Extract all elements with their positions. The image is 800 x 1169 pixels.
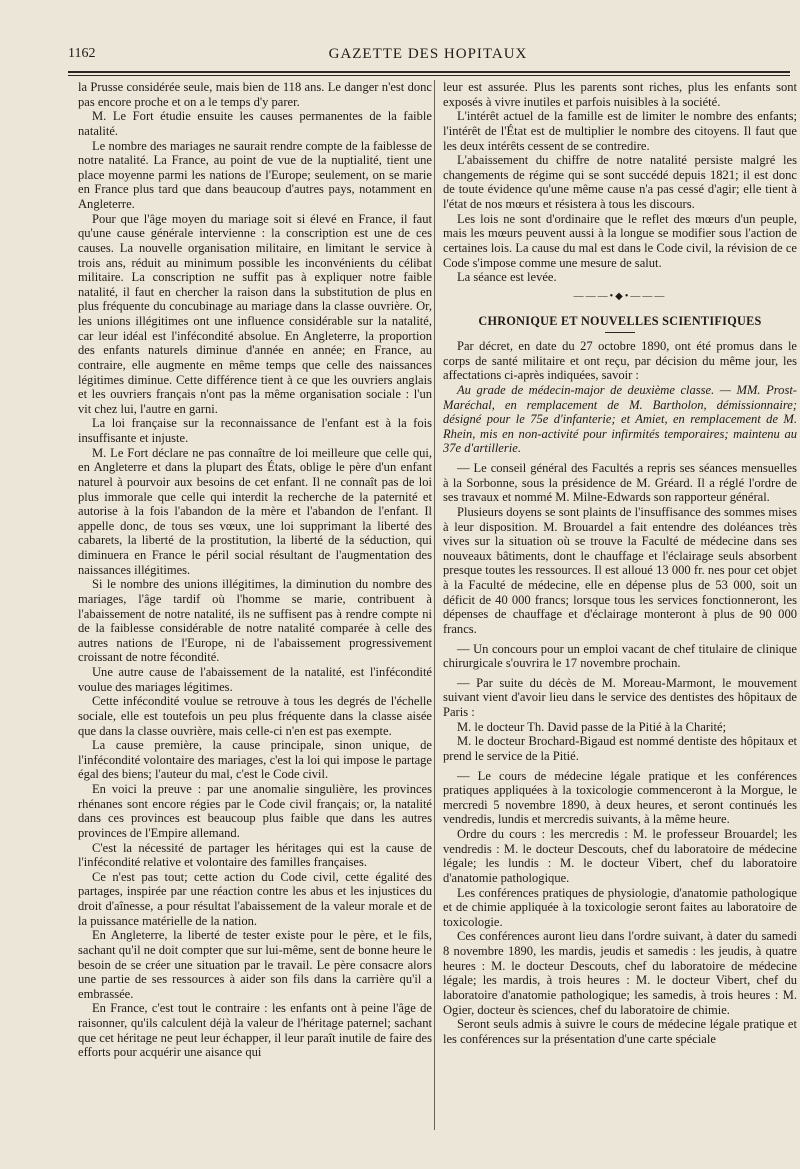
paragraph: Ordre du cours : les mercredis : M. le professeur Brouardel; les vendredis : M. le docteur Descouts, chef du laboratoire de médecine légale; les lundis : M. le docteur Vibert, chef du laboratoire d'anatomie pathologique. bbox=[443, 827, 797, 885]
paragraph: Cette infécondité voulue se retrouve à tous les degrés de l'échelle sociale, elle est toutefois un peu plus fréquente dans la classe aisée que dans la classe ouvrière, mais celle-ci n'en est pas exempte. bbox=[78, 694, 432, 738]
paragraph: Les conférences pratiques de physiologie, d'anatomie pathologique et de chimie appliquée à la toxicologie seront faites au laboratoire de toxicologie. bbox=[443, 885, 797, 929]
paragraph: Les lois ne sont d'ordinaire que le reflet des mœurs d'un peuple, mais les mœurs peuvent aussi à la longue se modifier sous l'action de certaines lois. La cause du mal est dans le Code civil, la révision de ce Code s'impose comme une mesure de salut. bbox=[443, 211, 797, 270]
paragraph: Pour que l'âge moyen du mariage soit si élevé en France, il faut qu'une cause générale intervienne : la conscription est une de ces causes. La nouvelle organisation militaire, en limitant le service à trois ans, réduit au minimum possible les inconvénients du célibat militaire. La conscription ne suffit pas à expliquer notre faible natalité, il faut en chercher la raison dans la substitution de plus en plus fréquente du concubinage au mariage dans la classe ouvrière. Or, les unions illégitimes ont une influence considérable sur la natalité, car leur idéal est l'infécondité absolue. En Angleterre, la proportion des enfants naturels diminue d'année en année; en France, au contraire, elle augmente en même temps que celle des naissances légitimes diminue. Cette différence tient à ce que les ouvriers anglais et les ouvriers français n'ont pas la même organisation sociale : l'un vit chez lui, l'autre en garni. bbox=[78, 211, 432, 416]
column-divider bbox=[434, 80, 435, 1130]
paragraph: M. le docteur Th. David passe de la Pitié à la Charité; bbox=[457, 719, 727, 734]
paragraph: Ces conférences auront lieu dans l'ordre suivant, à dater du samedi 8 novembre 1890, les mardis, jeudis et samedis : les jeudis, à quatre heures : M. le docteur Descouts, chef du laboratoire de médecine légale; les mardis, à trois heures : M. le docteur Vibert, chef du laboratoire d'anatomie pathologique; les samedis, à trois heures : M. Ogier, docteur ès sciences, chef du laboratoire de chimie. bbox=[443, 929, 797, 1017]
page-header bbox=[68, 44, 788, 66]
title-underline bbox=[605, 332, 635, 333]
paragraph: Au grade de médecin-major de deuxième classe. — MM. Prost-Maréchal, en remplacement de M. Bartholon, démissionnaire; désigné pour le 75e d'infanterie; et Amiet, en remplacement de M. Rhein, mis en non-activité pour infirmités temporaires; maintenu au 37e d'artillerie. bbox=[443, 382, 797, 456]
paragraph: En Angleterre, la liberté de tester existe pour le père, et le fils, sachant qu'il ne doit compter que sur lui-même, sent de bonne heure le besoin de se créer une situation par le travail. Le père consacre alors une partie de ses ressources à aider son fils dans la carrière qu'il a embrassée. bbox=[78, 928, 432, 1001]
page-number: 1162 bbox=[68, 46, 96, 61]
paragraph: — Par suite du décès de M. Moreau-Marmont, le mouvement suivant vient d'avoir lieu dans le service des dentistes des hôpitaux de Paris : bbox=[443, 675, 797, 719]
paragraph: M. le docteur Brochard-Bigaud est nommé dentiste des hôpitaux et prend le service de la Pitié. bbox=[443, 734, 797, 763]
paragraph: Ce n'est pas tout; cette action du Code civil, cette égalité des partages, inspirée par une réaction contre les abus et les injustices du droit d'aînesse, a pour résultat l'abaissement de la valeur morale et de la puissance matérielle de la nation. bbox=[78, 869, 432, 928]
paragraph: L'abaissement du chiffre de notre natalité persiste malgré les changements de régime qui se sont succédé depuis 1821; il est donc de toute évidence qu'une même cause n'a pas cessé d'agir; elle tient à l'état de nos mœurs et résistera à tous les discours. bbox=[443, 153, 797, 211]
paragraph: — Le cours de médecine légale pratique et les conférences pratiques appliquées à la toxicologie commenceront à la Morgue, le mercredi 5 novembre 1890, à deux heures, et seront continués les vendredis, lundis et mercredis suivants, à la même heure. bbox=[443, 768, 797, 827]
paragraph: M. Le Fort étudie ensuite les causes permanentes de la faible natalité. bbox=[78, 109, 432, 138]
paragraph: — Un concours pour un emploi vacant de chef titulaire de clinique chirurgicale s'ouvrira le 17 novembre prochain. bbox=[443, 641, 797, 671]
running-title: GAZETTE DES HOPITAUX bbox=[328, 46, 528, 62]
paragraph: C'est la nécessité de partager les héritages qui est la cause de l'infécondité relative et volontaire des familles françaises. bbox=[78, 840, 432, 870]
paragraph: Seront seuls admis à suivre le cours de médecine légale pratique et les conférences sur la présentation d'une carte spéciale bbox=[443, 1017, 797, 1046]
paragraph: La loi française sur la reconnaissance de l'enfant est à la fois insuffisante et injuste. bbox=[78, 416, 432, 445]
paragraph: M. Le Fort déclare ne pas connaître de loi meilleure que celle qui, en Angleterre et dans la plupart des États, oblige le père d'un enfant naturel à pourvoir aux besoins de cet enfant. Il ne connaît pas de loi plus immorale que celle qui interdit la recherche de la paternité et autorise à la fois l'abandon de la mère et l'abandon de l'enfant. Il appelle donc, de tous ses vœux, une loi supprimant la liberté des cabarets, la liberté de la prostitution, la liberté de la séduction, qui diminuera en France le péril social résultant de l'augmentation des naissances illégitimes. bbox=[78, 445, 432, 577]
right-column bbox=[443, 80, 797, 1046]
left-column bbox=[78, 80, 432, 1060]
paragraph: Une autre cause de l'abaissement de la natalité, est l'infécondité voulue des mariages légitimes. bbox=[78, 665, 432, 694]
session-closed: La séance est levée. bbox=[457, 270, 557, 285]
paragraph: la Prusse considérée seule, mais bien de 118 ans. Le danger n'est donc pas encore proche et on a le temps d'y parer. bbox=[78, 80, 432, 109]
paragraph: En France, c'est tout le contraire : les enfants ont à peine l'âge de raisonner, qu'ils calculent déjà la valeur de l'héritage paternel; sachant que cet héritage ne peut leur échapper, il leur paraît inutile de faire des efforts pour acquérir une aisance qui bbox=[78, 1001, 432, 1060]
paragraph: Plusieurs doyens se sont plaints de l'insuffisance des sommes mises à leur disposition. M. Brouardel a fait entendre des doléances très vives sur la situation où se trouve la Faculté de médecine dans ses nouveaux bâtiments, dont le chauffage et l'éclairage seuls absorbent presque toutes les ressources. Il est alloué 13 000 fr. nes pour cet objet à la Faculté de médecine, elle en dépense plus de 53 000, soit un déficit de 40 000 francs; lorsque tous les services fonctionneront, les dépenses de chauffage et d'éclairage monteront à plus de 90 000 francs. bbox=[443, 504, 797, 636]
section-title: CHRONIQUE ET NOUVELLES SCIENTIFIQUES bbox=[478, 314, 762, 329]
paragraph: Le nombre des mariages ne saurait rendre compte de la faiblesse de notre natalité. La France, au point de vue de la nuptialité, tient une place moyenne parmi les nations de l'Europe; seulement, on se marie en France plus tard que dans beaucoup d'autres pays, notamment en Angleterre. bbox=[78, 138, 432, 211]
header-rule-thin bbox=[68, 75, 790, 76]
paragraph: — Le conseil général des Facultés a repris ses séances mensuelles à la Sorbonne, sous la présidence de M. Gréard. Il a réglé l'ordre de ses travaux et nommé M. Milne-Edwards son rapporteur général. bbox=[443, 461, 797, 505]
header-rule bbox=[68, 71, 790, 73]
paragraph: leur est assurée. Plus les parents sont riches, plus les enfants sont exposés à vivre inutiles et parfois nuisibles à la société. bbox=[443, 80, 797, 109]
paragraph: En voici la preuve : par une anomalie singulière, les provinces rhénanes sont encore régies par le Code civil français; or, la natalité dans ces provinces est beaucoup plus faible que dans les autres provinces de l'Empire allemand. bbox=[78, 782, 432, 840]
paragraph: La cause première, la cause principale, sinon unique, de l'infécondité volontaire des mariages, c'est la loi qui impose le partage égal des biens; l'auteur du mal, c'est le Code civil. bbox=[78, 738, 432, 782]
paragraph: L'intérêt actuel de la famille est de limiter le nombre des enfants; l'intérêt de l'État est de multiplier le nombre des citoyens. Il faut que les deux intérêts cessent de se contredire. bbox=[443, 109, 797, 153]
paragraph: Par décret, en date du 27 octobre 1890, ont été promus dans le corps de santé militaire et ont reçu, par décision du même jour, les affectations ci-après indiquées, savoir : bbox=[443, 339, 797, 383]
paragraph: Si le nombre des unions illégitimes, la diminution du nombre des mariages, l'âge tardif où l'homme se marie, contribuent à l'abaissement de notre natalité, ils ne suffisent pas à rendre compte ni de la faiblesse considérable de notre natalité comparée à celle des autres nations de l'Europe, ni de l'abaissement progressivement croissant de notre fécondité. bbox=[78, 577, 432, 665]
ornament-divider: ———•◆•——— bbox=[573, 290, 667, 302]
